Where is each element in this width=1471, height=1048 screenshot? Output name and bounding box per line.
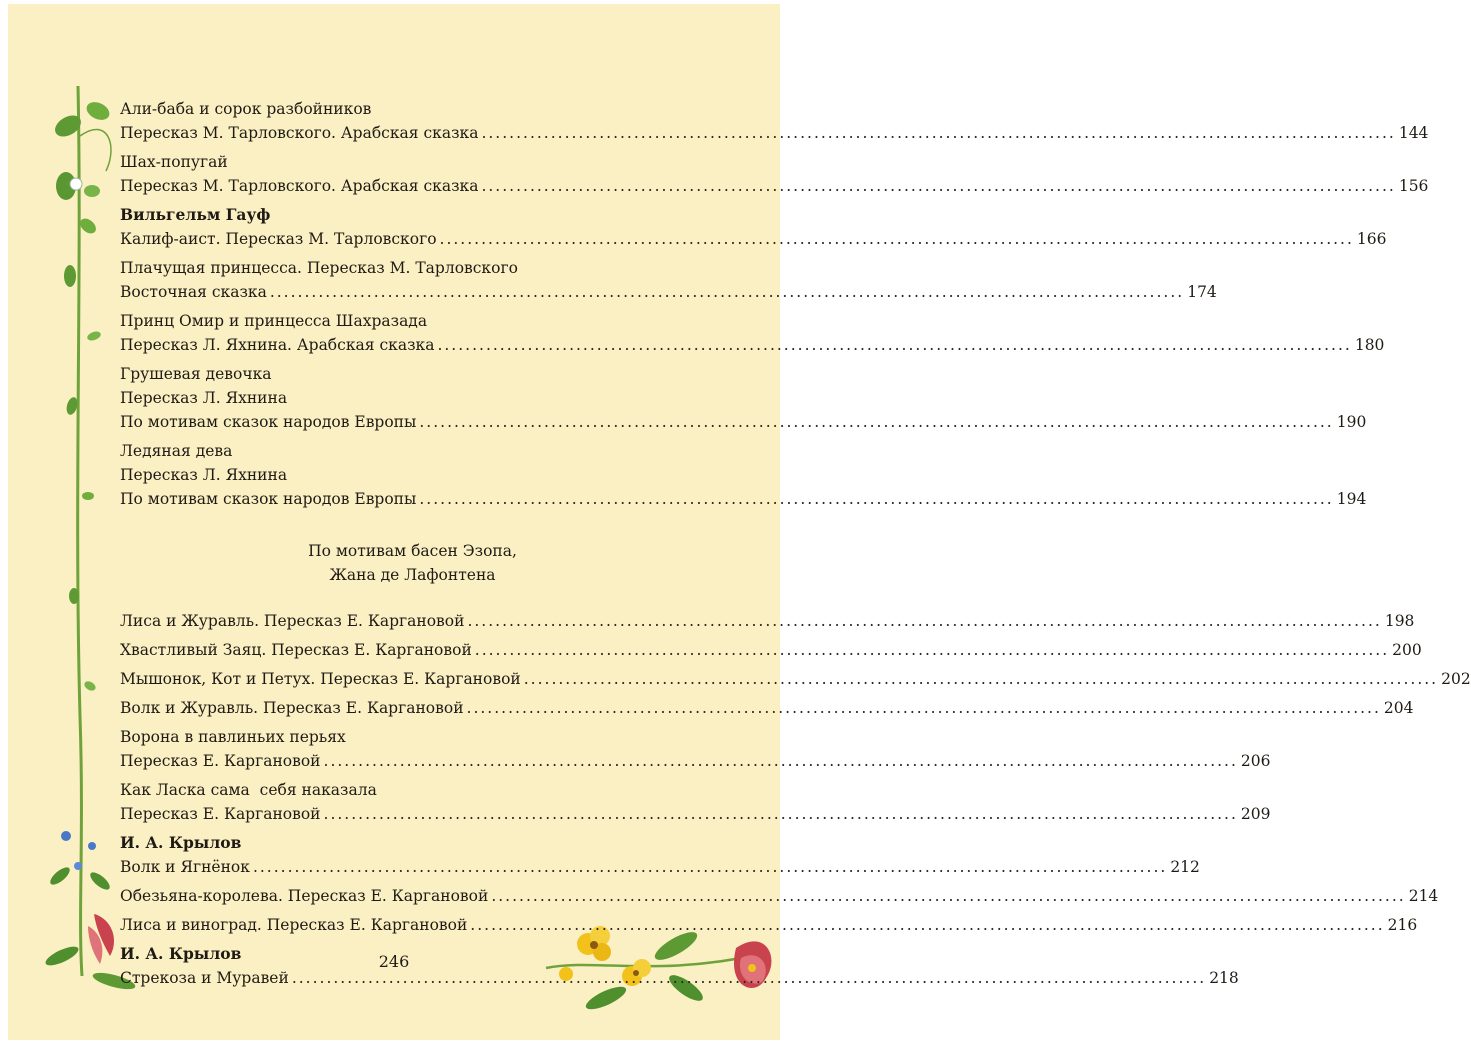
toc-entry[interactable] (120, 256, 1217, 304)
page-ref: 156 (1398, 177, 1429, 195)
entry-subtitle: Пересказ Е. Каргановой (120, 752, 321, 770)
entry-title: Ворона в павлиньих перьях (120, 728, 346, 746)
page-ref: 212 (1170, 858, 1200, 876)
toc-entry[interactable] (120, 884, 1439, 908)
entry-title: Лиса и Журавль. Пересказ Е. Каргановой (120, 612, 465, 630)
toc-entry[interactable] (120, 638, 1422, 662)
entry-subtitle: Пересказ М. Тарловского. Арабская сказка (120, 124, 479, 142)
dot-leader: .................................................................................................................................... (437, 336, 1352, 354)
page-ref: 204 (1383, 699, 1414, 717)
page-ref: 198 (1384, 612, 1415, 630)
page-ref: 214 (1408, 887, 1439, 905)
page-ref: 194 (1336, 490, 1367, 508)
dot-leader: .................................................................................................................................... (291, 969, 1207, 987)
entry-title: Принц Омир и принцесса Шахразада (120, 312, 428, 330)
entry-subtitle: По мотивам сказок народов Европы (120, 490, 417, 508)
entry-title: Хвастливый Заяц. Пересказ Е. Каргановой (120, 641, 472, 659)
toc-entry[interactable] (120, 309, 1385, 357)
section-heading-line-1: По мотивам басен Эзопа, (308, 542, 517, 560)
section-heading (120, 539, 705, 587)
page-ref: 209 (1240, 805, 1271, 823)
page-ref: 202 (1441, 670, 1471, 688)
page-ref: 218 (1209, 969, 1239, 987)
dot-leader: .................................................................................................................................... (252, 858, 1168, 876)
entry-subtitle: Пересказ Е. Каргановой (120, 805, 321, 823)
dot-leader: .................................................................................................................................... (470, 916, 1385, 934)
author-heading: Вильгельм Гауф (120, 205, 271, 224)
page-ref: 206 (1240, 752, 1271, 770)
entry-title: Лиса и виноград. Пересказ Е. Каргановой (120, 916, 468, 934)
entry-title: Обезьяна-королева. Пересказ Е. Каргановой (120, 887, 489, 905)
entry-title: Стрекоза и Муравей (120, 969, 289, 987)
toc-entry[interactable] (120, 609, 1415, 633)
toc-entry[interactable] (120, 362, 1367, 434)
dot-leader: .................................................................................................................................... (323, 805, 1238, 823)
page-ref: 174 (1187, 283, 1217, 301)
dot-leader: .................................................................................................................................... (419, 490, 1334, 508)
dot-leader: .................................................................................................................................... (269, 283, 1185, 301)
book-page (8, 4, 1471, 1040)
toc-entry[interactable] (120, 725, 1271, 773)
author-heading: И. А. Крылов (120, 944, 242, 963)
entry-subtitle: Пересказ Л. Яхнина (120, 389, 288, 407)
entry-subtitle: Пересказ Л. Яхнина. Арабская сказка (120, 336, 435, 354)
toc-entry[interactable] (120, 855, 1200, 879)
page-ref: 144 (1398, 124, 1429, 142)
dot-leader: .................................................................................................................................... (467, 612, 1382, 630)
entry-title: Калиф-аист. Пересказ М. Тарловского (120, 230, 437, 248)
entry-title: Волк и Ягнёнок (120, 858, 250, 876)
dot-leader: .................................................................................................................................... (523, 670, 1439, 688)
page-ref: 190 (1336, 413, 1367, 431)
toc-entry[interactable] (120, 97, 1429, 145)
entry-title: Плачущая принцесса. Пересказ М. Тарловского (120, 259, 518, 277)
dot-leader: .................................................................................................................................... (481, 124, 1396, 142)
dot-leader: .................................................................................................................................... (481, 177, 1396, 195)
entry-title: Мышонок, Кот и Петух. Пересказ Е. Каргановой (120, 670, 521, 688)
toc-entry[interactable] (120, 667, 1471, 691)
entry-title: Как Ласка сама себя наказала (120, 781, 377, 799)
entry-title: Шах-попугай (120, 153, 228, 171)
entry-subtitle: Восточная сказка (120, 283, 267, 301)
toc-entry[interactable] (120, 227, 1387, 251)
dot-leader: .................................................................................................................................... (466, 699, 1381, 717)
entry-title: Али-баба и сорок разбойников (120, 100, 372, 118)
page-ref: 216 (1387, 916, 1418, 934)
toc-entry[interactable] (120, 439, 1367, 511)
entry-title: Грушевая девочка (120, 365, 272, 383)
dot-leader: .................................................................................................................................... (323, 752, 1238, 770)
page-number: 246 (378, 952, 410, 971)
toc-entry[interactable] (120, 150, 1429, 198)
dot-leader: .................................................................................................................................... (419, 413, 1334, 431)
toc-entry[interactable] (120, 778, 1271, 826)
dot-leader: .................................................................................................................................... (474, 641, 1390, 659)
toc-entry[interactable] (120, 913, 1418, 937)
table-of-contents (120, 97, 1471, 995)
page-ref: 180 (1354, 336, 1385, 354)
dot-leader: .................................................................................................................................... (439, 230, 1354, 248)
entry-subtitle: Пересказ Л. Яхнина (120, 466, 288, 484)
entry-title: Волк и Журавль. Пересказ Е. Каргановой (120, 699, 464, 717)
entry-title: Ледяная дева (120, 442, 233, 460)
dot-leader: .................................................................................................................................... (491, 887, 1406, 905)
page-ref: 200 (1392, 641, 1422, 659)
author-heading: И. А. Крылов (120, 833, 242, 852)
entry-subtitle: Пересказ М. Тарловского. Арабская сказка (120, 177, 479, 195)
section-heading-line-2: Жана де Лафонтена (329, 566, 496, 584)
entry-subtitle: По мотивам сказок народов Европы (120, 413, 417, 431)
toc-entry[interactable] (120, 696, 1414, 720)
page-ref: 166 (1356, 230, 1387, 248)
